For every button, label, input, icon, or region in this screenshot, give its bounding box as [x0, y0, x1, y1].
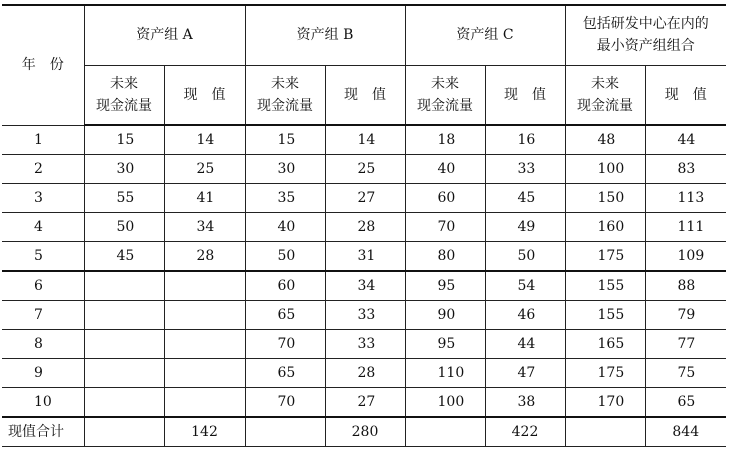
value-cell: 60: [405, 184, 485, 213]
total-cell: [84, 417, 164, 447]
value-cell: [164, 330, 245, 359]
value-cell: 40: [405, 155, 485, 184]
value-cell: 50: [245, 242, 325, 272]
year-header: 年 份: [2, 5, 84, 125]
value-cell: 150: [565, 184, 645, 213]
year-cell: 3: [2, 184, 84, 213]
group-b-header: 资产组 B: [245, 5, 405, 65]
sub-future-line1: 未来: [431, 75, 459, 92]
value-cell: [84, 330, 164, 359]
value-cell: 88: [645, 271, 726, 301]
year-cell: 6: [2, 271, 84, 301]
sub-future-line1: 未来: [591, 75, 620, 92]
sub-future-line2: 现金流量: [257, 97, 313, 114]
value-cell: 33: [485, 155, 565, 184]
total-cell: 142: [164, 417, 245, 447]
value-cell: 50: [84, 213, 164, 242]
value-cell: 28: [164, 242, 245, 272]
value-cell: 33: [325, 301, 405, 330]
table-row: [2, 125, 726, 155]
total-row: [2, 417, 726, 447]
value-cell: 90: [405, 301, 485, 330]
value-cell: 47: [485, 359, 565, 388]
cash-flow-table: [2, 4, 726, 447]
table-row: [2, 301, 726, 330]
value-cell: [84, 388, 164, 418]
table-body: [2, 125, 726, 417]
sub-future-line1: 未来: [110, 75, 138, 92]
value-cell: 28: [325, 359, 405, 388]
value-cell: 83: [645, 155, 726, 184]
value-cell: 15: [245, 125, 325, 155]
value-cell: 46: [485, 301, 565, 330]
sub-future-cashflow-combined: [565, 65, 645, 125]
value-cell: 49: [485, 213, 565, 242]
combined-group-header-line2: 最小资产组组合: [596, 38, 695, 55]
sub-future-cashflow-b: [245, 65, 325, 125]
sub-future-line2: 现金流量: [577, 97, 634, 114]
value-cell: 31: [325, 242, 405, 272]
value-cell: 160: [565, 213, 645, 242]
group-a-header: 资产组 A: [84, 5, 245, 65]
year-cell: 2: [2, 155, 84, 184]
header-row-groups: [2, 5, 726, 65]
value-cell: 95: [405, 330, 485, 359]
value-cell: [84, 301, 164, 330]
value-cell: 155: [565, 301, 645, 330]
value-cell: 44: [645, 125, 726, 155]
combined-group-header: [565, 5, 726, 65]
value-cell: 38: [485, 388, 565, 418]
total-cell: 280: [325, 417, 405, 447]
value-cell: 77: [645, 330, 726, 359]
year-cell: 9: [2, 359, 84, 388]
value-cell: 113: [645, 184, 726, 213]
value-cell: 100: [565, 155, 645, 184]
table-row: [2, 213, 726, 242]
value-cell: 100: [405, 388, 485, 418]
sub-future-line2: 现金流量: [417, 97, 473, 114]
sub-future-cashflow-a: [84, 65, 164, 125]
year-cell: 10: [2, 388, 84, 418]
year-cell: 5: [2, 242, 84, 272]
value-cell: 109: [645, 242, 726, 272]
value-cell: 110: [405, 359, 485, 388]
sub-present-value-c: 现 值: [485, 65, 565, 125]
value-cell: 18: [405, 125, 485, 155]
value-cell: 65: [645, 388, 726, 418]
value-cell: 40: [245, 213, 325, 242]
sub-future-cashflow-c: [405, 65, 485, 125]
value-cell: 80: [405, 242, 485, 272]
value-cell: 14: [325, 125, 405, 155]
value-cell: 65: [245, 359, 325, 388]
total-cell: [405, 417, 485, 447]
total-cell: 844: [645, 417, 726, 447]
value-cell: 27: [325, 184, 405, 213]
value-cell: 25: [164, 155, 245, 184]
value-cell: 165: [565, 330, 645, 359]
value-cell: 34: [325, 271, 405, 301]
value-cell: 170: [565, 388, 645, 418]
table-row: [2, 184, 726, 213]
sub-future-line2: 现金流量: [96, 97, 152, 114]
year-cell: 8: [2, 330, 84, 359]
table-row: [2, 155, 726, 184]
value-cell: 45: [84, 242, 164, 272]
sub-future-line1: 未来: [271, 75, 299, 92]
value-cell: 70: [245, 330, 325, 359]
value-cell: [84, 271, 164, 301]
value-cell: 30: [84, 155, 164, 184]
value-cell: 16: [485, 125, 565, 155]
value-cell: 175: [565, 359, 645, 388]
value-cell: [164, 301, 245, 330]
value-cell: 48: [565, 125, 645, 155]
value-cell: 70: [245, 388, 325, 418]
year-cell: 1: [2, 125, 84, 155]
value-cell: 155: [565, 271, 645, 301]
value-cell: 45: [485, 184, 565, 213]
table-row: [2, 242, 726, 272]
value-cell: 75: [645, 359, 726, 388]
table-row: [2, 330, 726, 359]
total-cell: 422: [485, 417, 565, 447]
table-row: [2, 388, 726, 418]
header-row-sub: [2, 65, 726, 125]
value-cell: 25: [325, 155, 405, 184]
value-cell: [84, 359, 164, 388]
value-cell: 30: [245, 155, 325, 184]
value-cell: 44: [485, 330, 565, 359]
value-cell: 35: [245, 184, 325, 213]
year-cell: 4: [2, 213, 84, 242]
value-cell: 111: [645, 213, 726, 242]
value-cell: 27: [325, 388, 405, 418]
value-cell: 15: [84, 125, 164, 155]
group-c-header: 资产组 C: [405, 5, 565, 65]
table-header: [2, 5, 726, 125]
total-cell: [245, 417, 325, 447]
sub-present-value-b: 现 值: [325, 65, 405, 125]
table-row: [2, 271, 726, 301]
value-cell: 60: [245, 271, 325, 301]
value-cell: [164, 388, 245, 418]
total-label: 现值合计: [2, 417, 84, 447]
value-cell: 14: [164, 125, 245, 155]
sub-present-value-a: 现 值: [164, 65, 245, 125]
value-cell: 54: [485, 271, 565, 301]
year-cell: 7: [2, 301, 84, 330]
value-cell: 65: [245, 301, 325, 330]
table-row: [2, 359, 726, 388]
combined-group-header-line1: 包括研发中心在内的: [582, 16, 709, 33]
value-cell: 50: [485, 242, 565, 272]
value-cell: 70: [405, 213, 485, 242]
value-cell: [164, 359, 245, 388]
total-cell: [565, 417, 645, 447]
value-cell: 79: [645, 301, 726, 330]
value-cell: 175: [565, 242, 645, 272]
value-cell: 95: [405, 271, 485, 301]
value-cell: 28: [325, 213, 405, 242]
value-cell: 55: [84, 184, 164, 213]
table-footer: [2, 417, 726, 447]
sub-present-value-combined: 现 值: [645, 65, 726, 125]
value-cell: 41: [164, 184, 245, 213]
value-cell: 34: [164, 213, 245, 242]
value-cell: [164, 271, 245, 301]
value-cell: 33: [325, 330, 405, 359]
